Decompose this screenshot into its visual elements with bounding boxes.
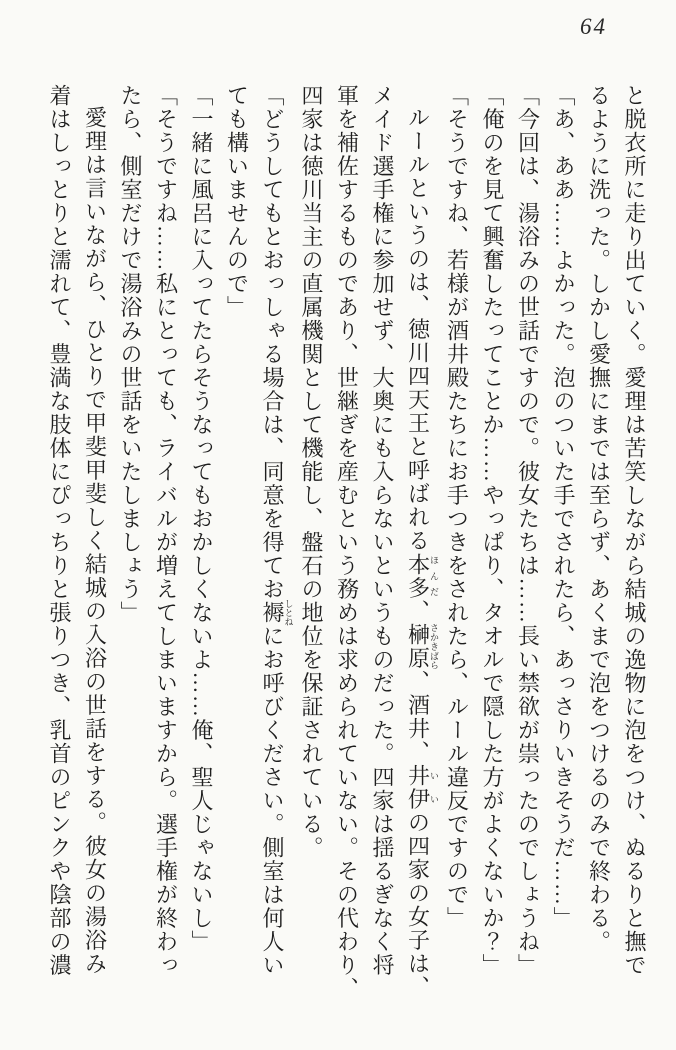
- text-segment: 着はしっとりと濡れて、豊満な肢体にぴっちりと張りつき、乳首のピンクや陰部の濃: [47, 84, 72, 977]
- ruby-annotated-word: 井伊いい: [405, 764, 439, 811]
- text-segment: 「あ、ああ……よかった。泡のついた手でされたら、あっさりいきそうだ……」: [551, 84, 576, 930]
- text-line: [329, 84, 365, 1009]
- ruby-annotated-word: 褥しとね: [260, 599, 294, 627]
- text-segment: 軍を補佐するものであり、世継ぎを産むという務めは求められていない。その代わり、: [334, 84, 360, 1001]
- text-segment: 「一緒に風呂に入ってたらそうなってもおかしくないよ……俺、聖人じゃないし」: [189, 84, 214, 954]
- furigana: いい: [429, 764, 439, 811]
- page-number: 64: [580, 14, 607, 39]
- text-segment: 、酒井、: [405, 670, 431, 764]
- text-segment: と脱衣所に走り出ていく。愛理は苦笑しながら結城の逸物に泡をつけ、ぬるりと撫で: [622, 84, 647, 977]
- text-line: [42, 84, 78, 1009]
- text-line: [365, 84, 401, 1009]
- text-segment: 「俺のを見て興奮したってことか……やっぱり、タオルで隠した方がよくないか？」: [480, 84, 505, 977]
- furigana: しとね: [283, 599, 294, 627]
- text-segment: ルールというのは、徳川四天王と呼ばれる: [405, 106, 431, 553]
- text-line: [148, 84, 184, 1009]
- text-segment: たら、側室だけで湯浴みの世話をいたしましょう」: [118, 84, 143, 625]
- text-line: [219, 84, 255, 1009]
- text-line: [184, 84, 220, 1009]
- text-segment: 「そうですね、若様が酒井殿たちにお手つきをされたら、ルール違反ですので」: [444, 84, 470, 930]
- furigana: ほんだ: [429, 552, 439, 600]
- text-line: [113, 84, 149, 1009]
- text-line: [546, 84, 582, 1009]
- text-segment: ても構いませんので」: [224, 84, 250, 319]
- text-line: [400, 84, 439, 1009]
- ruby-annotated-word: 榊原さかきばら: [405, 623, 439, 670]
- text-block: [42, 84, 653, 1009]
- text-segment: 「そうですね……私にとっても、ライバルが増えてしまいますから。選手権が終わっ: [153, 84, 179, 977]
- text-line: [294, 84, 330, 1009]
- text-line: [581, 84, 617, 1009]
- text-line: [510, 84, 546, 1009]
- text-segment: 愛理は言いながら、ひとりで甲斐甲斐しく結城の入浴の世話をする。彼女の湯浴み: [82, 106, 108, 976]
- text-line: [439, 84, 475, 1009]
- text-segment: メイド選手権に参加せず、大奥にも入らないというものだった。四家は揺るぎなく将: [370, 84, 395, 977]
- text-line: [475, 84, 511, 1009]
- text-segment: るように洗った。しかし愛撫にまでは至らず、あくまで泡をつけるのみで終わる。: [586, 84, 612, 954]
- text-segment: 四家は徳川当主の直属機関として機能し、盤石の地位を保証されている。: [299, 84, 324, 860]
- text-line: [617, 84, 653, 1009]
- furigana: さかきばら: [429, 623, 439, 670]
- text-segment: にお呼びください。側室は何人い: [260, 624, 285, 977]
- ruby-annotated-word: 本多ほんだ: [405, 552, 439, 600]
- text-segment: 「どうしてもとおっしゃる場合は、同意を得てお: [260, 84, 285, 601]
- text-line: [77, 84, 113, 1009]
- text-segment: 「今回は、湯浴みの世話ですので。彼女たちは……長い禁欲が祟ったのでしょうね」: [515, 84, 541, 977]
- text-segment: 、: [405, 599, 431, 623]
- text-line: [255, 84, 294, 1009]
- text-segment: の四家の女子は、: [405, 811, 431, 999]
